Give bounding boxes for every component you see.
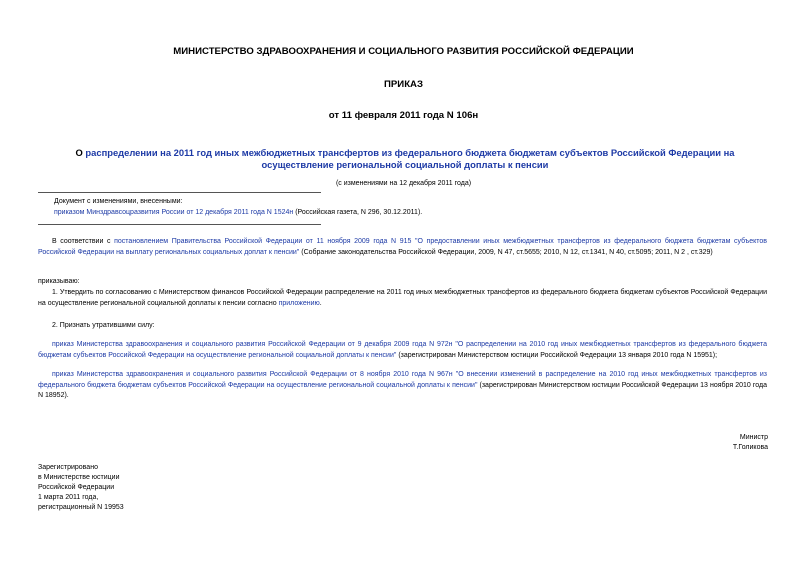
registration-line: регистрационный N 19953 [38,504,124,511]
repealed-order-1-link[interactable]: приказ Министерства здравоохранения и социального развития Российской Федерации от 9 декабря 2009 года N 972н "О распределении на 2010 год иных межбюджетных трансфертов из федерального бюджета бюджетам субъектов Российской Федерации на осуществление региональной социальной доплаты к пенсии" [38,341,767,359]
signature-name: Т.Голикова [732,444,768,451]
title-prefix: О [75,147,86,158]
registration-line: в Министерстве юстиции [38,474,120,481]
changes-bottom-rule [38,224,321,225]
repealed-order-1-suffix: (зарегистрирован Министерством юстиции Российской Федерации 13 января 2010 года N 15951); [396,351,718,359]
preamble-link[interactable]: постановлением Правительства Российской Федерации от 11 ноября 2009 года N 915 "О предоставлении иных межбюджетных трансфертов из федерального бюджета бюджетам субъектов Российской Федерации на выплату региональных социальных доплат к пенсии" [38,238,767,256]
changes-label: Документ с изменениями, внесенными: [54,198,183,205]
changes-link[interactable]: приказом Минздравсоцразвития России от 12 декабря 2011 года N 1524н [54,209,294,216]
order-word: приказываю: [38,278,80,285]
signature-block [600,433,768,453]
date-number-heading: от 11 февраля 2011 года N 106н [328,110,479,121]
repealed-order-2-link[interactable]: приказ Министерства здравоохранения и социального развития Российской Федерации от 8 ноября 2010 года N 967н "О внесении изменений в распределение на 2010 год иных межбюджетных трансфертов из федерального бюджета бюджетам субъектов Российской Федерации на осуществление региональной социальной доплаты к пенсии" [38,371,767,389]
registration-block [38,463,124,513]
repealed-order-1 [38,340,767,361]
repealed-order-2 [38,370,767,402]
preamble-prefix: В соответствии с [52,238,115,245]
item-1-suffix: . [319,299,322,307]
item-1-paragraph [38,288,767,309]
item-1-text: 1. Утвердить по согласованию с Министерством финансов Российской Федерации распределение на 2011 год иных межбюджетных трансфертов из федерального бюджета бюджетам субъектов Российской Федерации на осуществление региональной социальной доплаты к пенсии согласно [38,289,767,307]
repealed-order-2-suffix: (зарегистрирован Министерством юстиции Российской Федерации 13 ноября 2010 года N 18952). [38,381,767,400]
doc-type-heading: ПРИКАЗ [384,79,423,90]
registration-line: Зарегистрировано [38,464,98,471]
item-2-text: 2. Признать утратившими силу: [52,322,155,329]
item-2-paragraph [38,321,767,332]
registration-line: Российской Федерации [38,484,115,491]
signature-title: Министр [739,434,768,441]
ministry-heading: МИНИСТЕРСТВО ЗДРАВООХРАНЕНИЯ И СОЦИАЛЬНОГО РАЗВИТИЯ РОССИЙСКОЙ ФЕДЕРАЦИИ [173,46,634,57]
registration-line: 1 марта 2011 года, [38,494,99,501]
preamble-paragraph [38,237,767,258]
title-link[interactable]: распределении на 2011 год иных межбюджетных трансфертов из федерального бюджета бюджетам субъектов Российской Федерации на осуществление региональной социальной доплаты к пенсии [85,147,735,170]
document-title [60,147,750,171]
appendix-link[interactable]: приложению [278,299,320,307]
changes-suffix: (Российская газета, N 296, 30.12.2011). [293,209,423,216]
revision-note: (с изменениями на 12 декабря 2011 года) [335,180,472,187]
changes-entry [54,208,767,218]
preamble-suffix: (Собрание законодательства Российской Федерации, 2009, N 47, ст.5655; 2010, N 12, ст.1341, N 40, ст.5095; 2011, N 2 , ст.329) [299,248,713,256]
changes-top-rule [38,192,321,193]
